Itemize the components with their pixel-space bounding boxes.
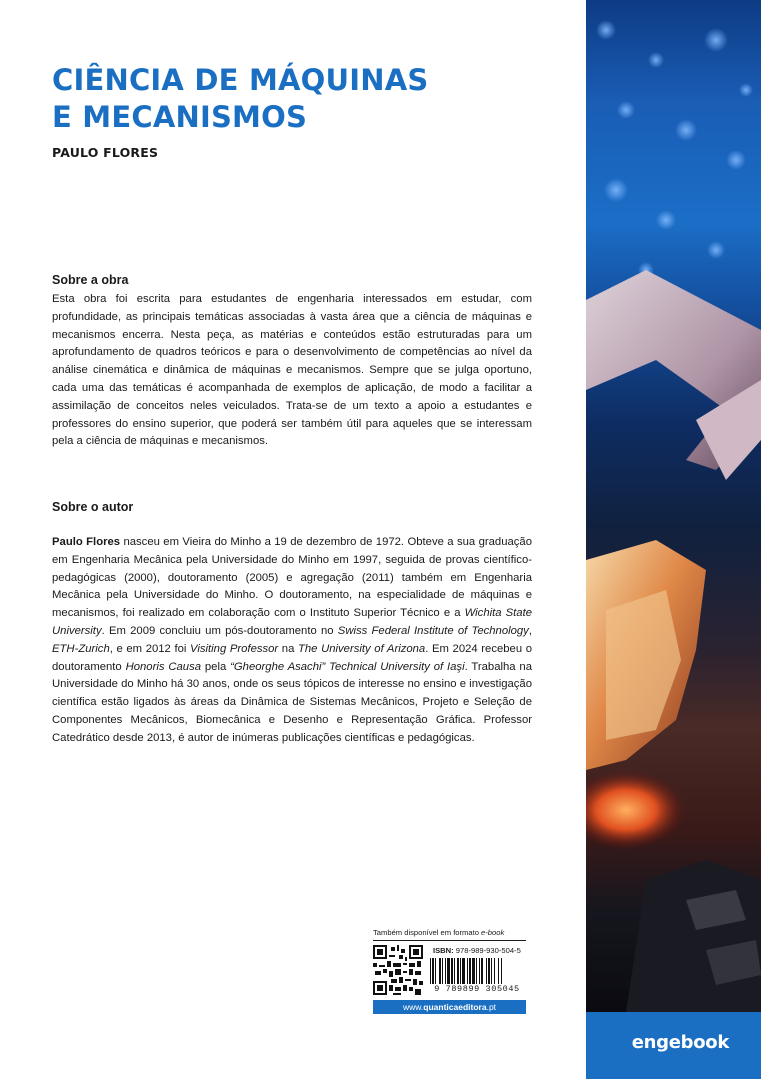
bio-part-2: . Em 2009 concluiu um pós-doutoramento no [101, 624, 338, 637]
robot-arm-illustration [586, 0, 761, 1012]
bio-italic-1: Wichita State University [52, 607, 533, 637]
ebook-note-text: Também disponível em formato [373, 928, 482, 937]
engebook-logo: engebook [631, 1032, 729, 1053]
robot-arm-cover-image [586, 0, 761, 1012]
publisher-website[interactable] [373, 1000, 526, 1014]
sobre-autor-text [52, 534, 532, 748]
bio-part-1: nasceu em Vieira do Minho a 19 de dezembro de 1972. Obteve a sua graduação em Engenharia Mecânica pela Universidade do Minho em 1997, seguida de provas científico-pedagógicas (2000), doutoramento (2005) e agregação (2011) também em Engenharia Mecânica pela Universidade do Minho. O doutoramento, na especialidade de máquinas e mecanismos, foi realizado em colaboração com o Instituto Superior Técnico e a [52, 536, 532, 620]
isbn-label [433, 946, 521, 955]
bio-italic-6: Honoris Causa [125, 660, 202, 673]
title-line-1: CIÊNCIA DE MÁQUINAS [52, 63, 429, 97]
bio-italic-4: Visiting Professor [190, 642, 279, 655]
bio-italic-7: “Gheorghe Asachi” Technical University of Iaşi [230, 660, 465, 673]
isbn-number: 978-989-930-504-5 [453, 946, 521, 955]
isbn-label-prefix: ISBN: [433, 946, 454, 955]
author-name: PAULO FLORES [52, 145, 159, 160]
bio-italic-3: ETH-Zurich [52, 642, 110, 655]
bio-part-6: . Em 2024 recebeu o doutoramento [52, 642, 533, 673]
sobre-obra-text: Esta obra foi escrita para estudantes de engenharia interessados em estudar, com profundidade, as principais temáticas associadas à vasta área que a ciência de máquinas e mecanismos encerra. Nesta peça, as matérias e conteúdos estão estruturadas para um aprofundamento de quadros teóricos e para o desenvolvimento de competências ao nível da análise cinemática e dinâmica de máquinas e mecanismos. Sempre que se julga oportuno, cada uma das temáticas é acompanhada de exemplos de aplicação, de modo a facilitar a assimilação de conceitos neles veiculados. Trata-se de um texto a apoio a estudantes e professores do ensino superior, que poderá ser também útil para aqueles que se interessam pela a ciência de máquinas e mecanismos. [52, 293, 532, 448]
site-suffix: .pt [486, 1002, 497, 1012]
bio-part-3: , [528, 624, 532, 637]
bio-italic-2: Swiss Federal Institute of Technology [337, 624, 529, 637]
book-title [52, 62, 572, 136]
publisher-logo-bar [586, 1012, 761, 1079]
ebook-note-italic: e-book [481, 928, 505, 937]
sobre-autor-heading: Sobre o autor [52, 500, 134, 514]
bio-italic-5: The University of Arizona [298, 642, 426, 655]
bio-part-7: pela [201, 660, 231, 673]
bio-part-5: na [278, 642, 298, 655]
author-bio-name: Paulo Flores [52, 536, 121, 548]
ebook-availability-note [373, 928, 526, 941]
sobre-obra-heading: Sobre a obra [52, 273, 129, 287]
qr-code-icon [373, 945, 423, 995]
barcode-digits: 9 789899 305045 [428, 984, 526, 994]
bio-part-4: , e em 2012 foi [109, 642, 191, 655]
bio-part-8: . Trabalha na Universidade do Minho há 30 anos, onde os seus tópicos de interesse no ensino e investigação científica estão ligados às áreas da Dinâmica de Sistemas Mecânicos, Projeto e Seleção de Componentes Mecânicos, Biomecânica e Desenho e Representação Gráfica. Professor Catedrático desde 2013, é autor de inúmeras publicações científicas e pedagógicas. [52, 660, 532, 744]
site-name: quanticaeditora [423, 1002, 487, 1012]
site-prefix: www. [402, 1002, 424, 1012]
title-line-2: E MECANISMOS [52, 100, 308, 134]
